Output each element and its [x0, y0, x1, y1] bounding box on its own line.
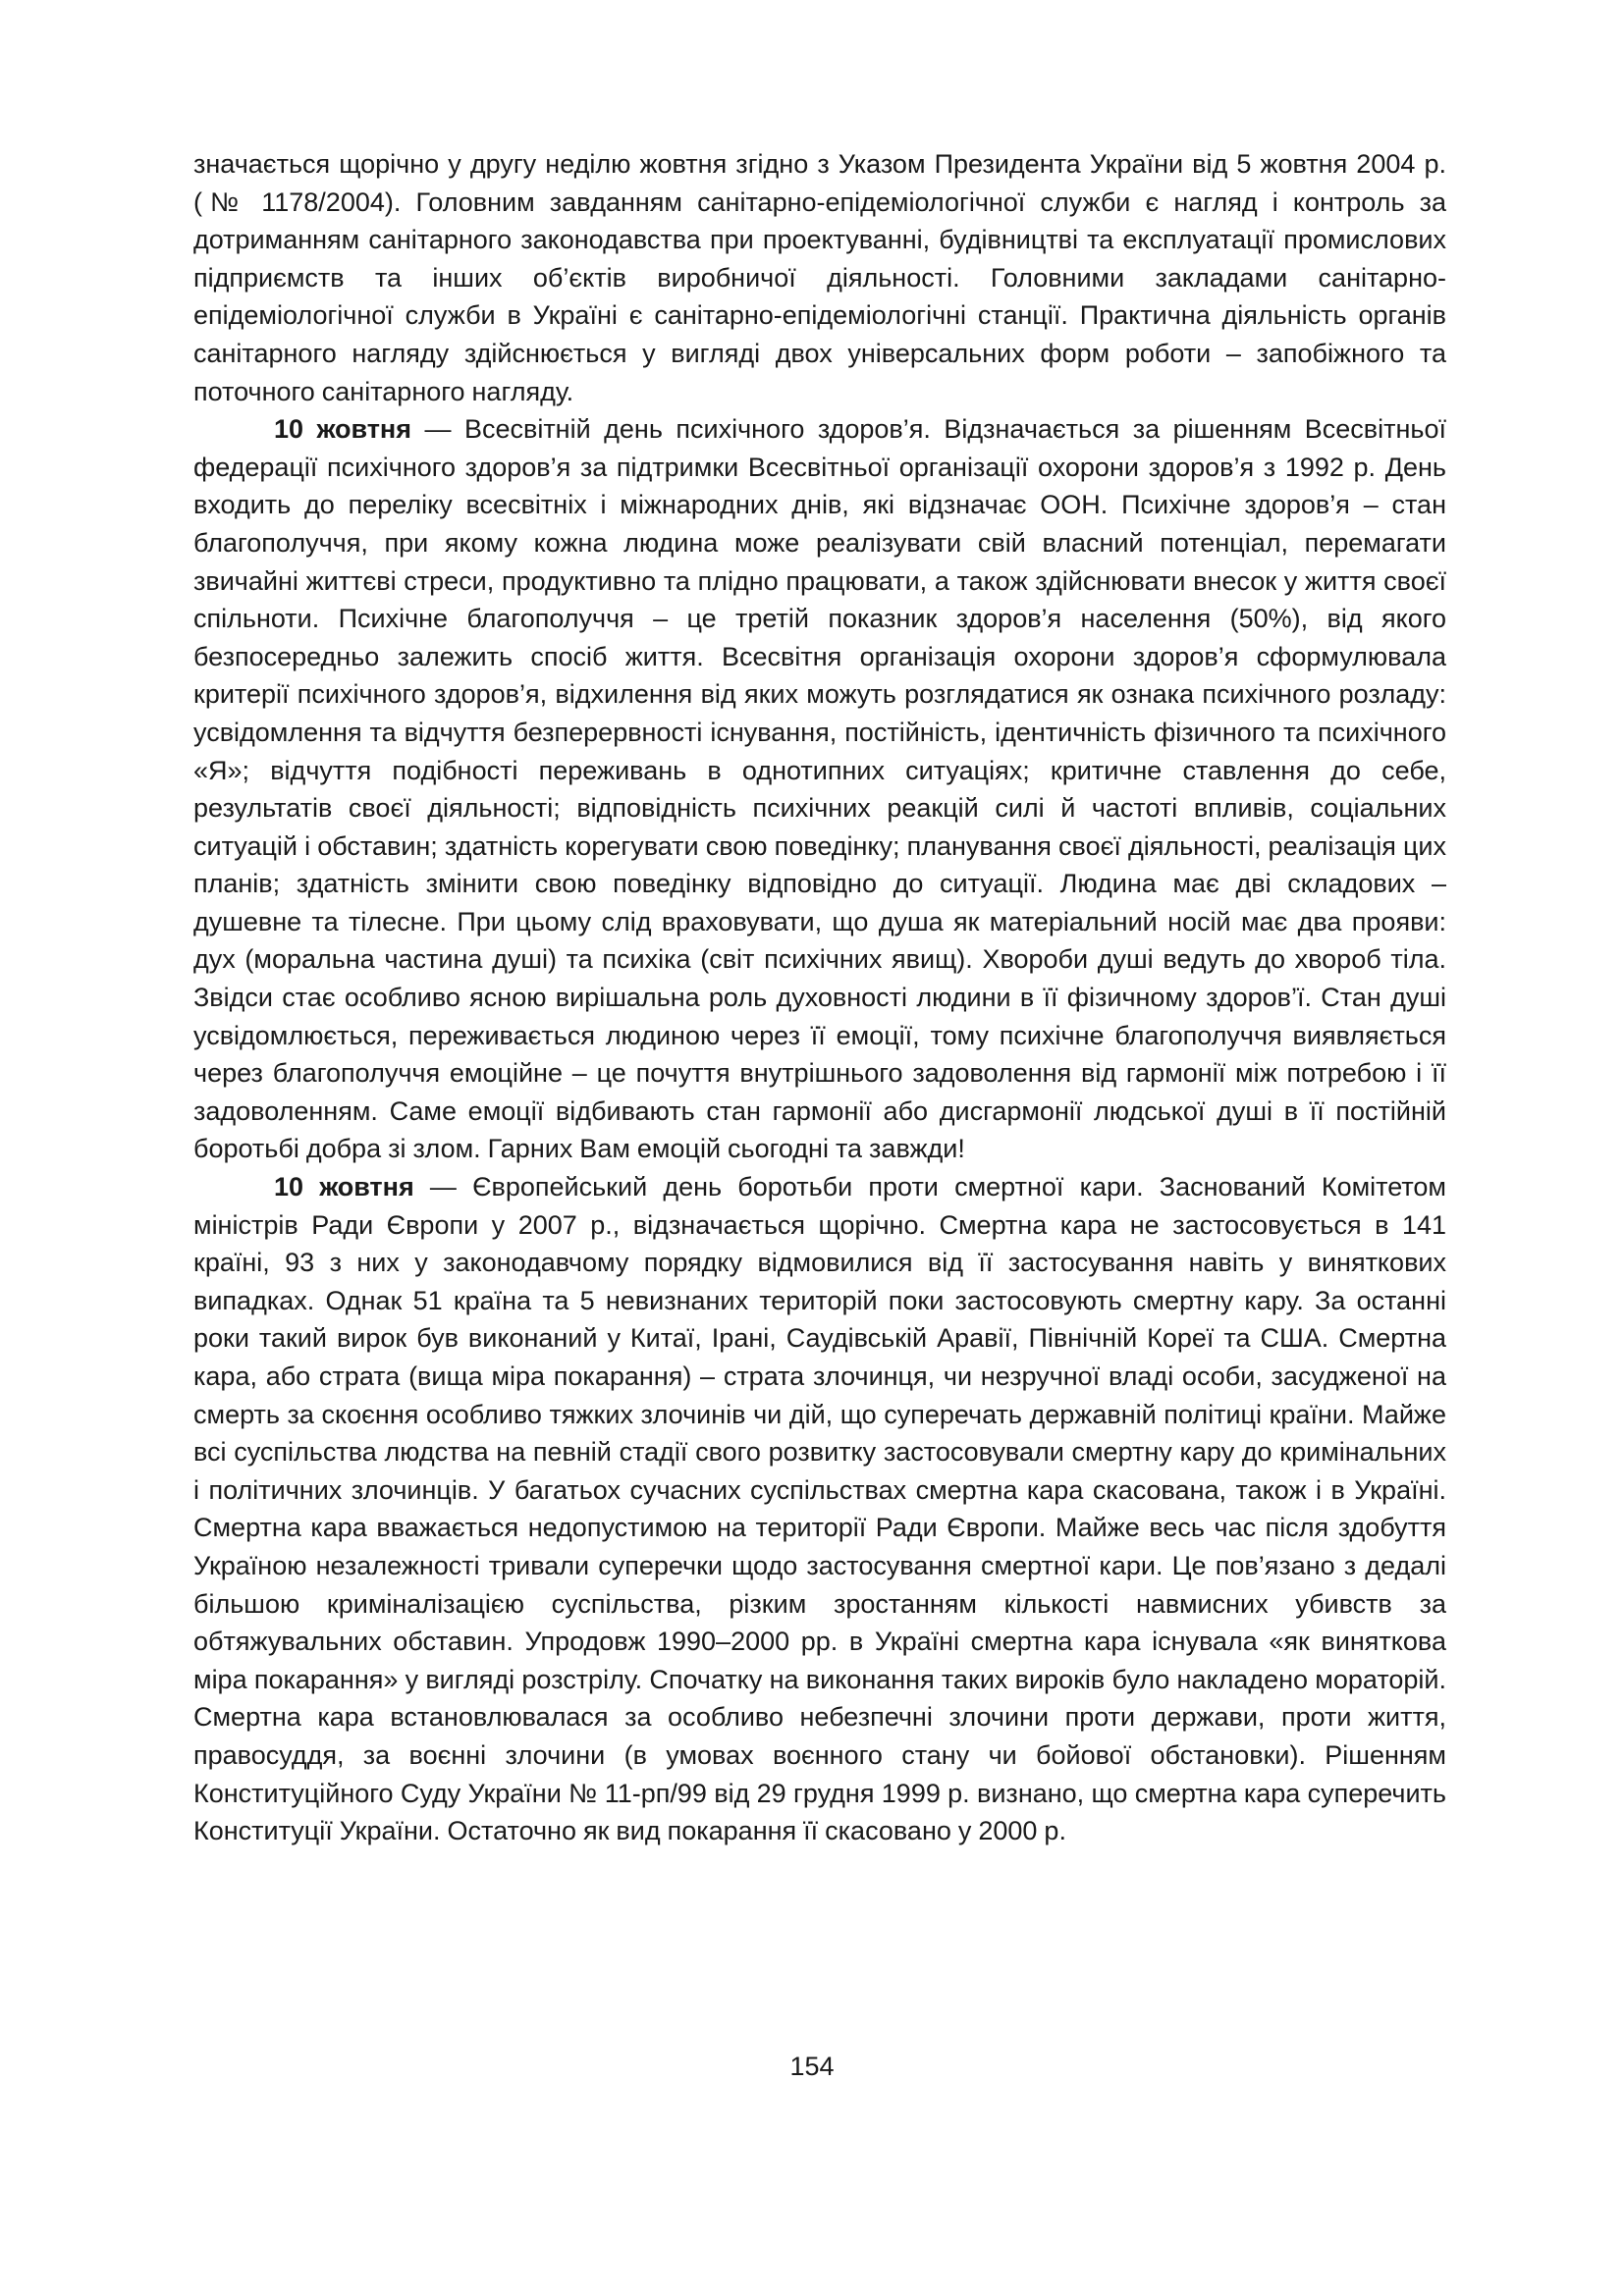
paragraph-mental-health-day — [193, 410, 1446, 1168]
page-number: 154 — [789, 2052, 835, 2081]
paragraph-death-penalty-day — [193, 1168, 1446, 1850]
paragraph-text: — Європейський день боротьби проти смертної кари. Заснований Комітетом міністрів Ради Європи у 2007 р., відзначається щорічно. Смертна кара не застосовується в 141 країні, 93 з них у законодавчому порядку відмовилися від її застосування навіть у виняткових випадках. Однак 51 країна та 5 невизнаних територій поки застосовують смертну кару. За останні роки такий вирок був виконаний у Китаї, Ірані, Саудівській Аравії, Північній Кореї та США. Смертна кара, або страта (вища міра покарання) – страта злочинця, чи незручної владі особи, засудженої на смерть за скоєння особливо тяжких злочинів чи дій, що суперечать державній політиці країни. Майже всі суспільства людства на певній стадії свого розвитку застосовували смертну кару до кримінальних і політичних злочинців. У багатьох сучасних суспільствах смертна кара скасована, також і в Україні. Смертна кара вважається недопустимою на території Ради Європи. Майже весь час після здобуття Україною незалежності тривали суперечки щодо застосування смертної кари. Це пов’язано з дедалі більшою криміналізацією суспільства, різким зростанням кількості навмисних убивств за обтяжувальних обставин. Упродовж 1990–2000 рр. в Україні смертна кара існувала «як виняткова міра покарання» у вигляді розстрілу. Спочатку на виконання таких вироків було накладено мораторій. Смертна кара встановлювалася за особливо небезпечні злочини проти держави, проти життя, правосуддя, за воєнні злочини (в умовах воєнного стану чи бойової обстановки). Рішенням Конституційного Суду України № 11-рп/99 від 29 грудня 1999 р. визнано, що смертна кара суперечить Конституції України. Остаточно як вид покарання її скасовано у 2000 р. — [193, 1172, 1446, 1846]
paragraph-text: — Всесвітній день психічного здоров’я. Відзначається за рішенням Всесвітньої федерації психічного здоров’я за підтримки Всесвітньої організації охорони здоров’я з 1992 р. День входить до переліку всесвітніх і міжнародних днів, які відзначає ООН. Психічне здоров’я – стан благополуччя, при якому кожна людина може реалізувати свій власний потенціал, перемагати звичайні життєві стреси, продуктивно та плідно працювати, а також здійснювати внесок у життя своєї спільноти. Психічне благополуччя – це третій показник здоров’я населення (50%), від якого безпосередньо залежить спосіб життя. Всесвітня організація охорони здоров’я сформулювала критерії психічного здоров’я, відхилення від яких можуть розглядатися як ознака психічного розладу: усвідомлення та відчуття безперервності існування, постійність, ідентичність фізичного та психічного «Я»; відчуття подібності переживань в однотипних ситуаціях; критичне ставлення до себе, результатів своєї діяльності; відповідність психічних реакцій силі й частоті впливів, соціальних ситуацій і обставин; здатність корегувати свою поведінку; планування своєї діяльності, реалізація цих планів; здатність змінити свою поведінку відповідно до ситуації. Людина має дві складових – душевне та тілесне. При цьому слід враховувати, що душа як матеріальний носій має два прояви: дух (моральна частина душі) та психіка (світ психічних явищ). Хвороби душі ведуть до хвороб тіла. Звідси стає особливо ясною вирішальна роль духовності людини в її фізичному здоров’ї. Стан душі усвідомлюється, переживається людиною через її емоції, тому психічне благополуччя виявляється через благополуччя емоційне – це почуття внутрішнього задоволення від гармонії між потребою і її задоволенням. Саме емоції відбивають стан гармонії або дисгармонії людської душі в її постійній боротьбі добра зі злом. Гарних Вам емоцій сьогодні та завжди! — [193, 414, 1446, 1164]
paragraph-text: значається щорічно у другу неділю жовтня згідно з Указом Президента України від 5 жовтня 2004 р. (№ 1178/2004). Головним завданням санітарно-епідеміологічної служби є нагляд і контроль за дотриманням санітарного законодавства при проектуванні, будівництві та експлуатації промислових підприємств та інших об’єктів виробничої діяльності. Головними закладами санітарно-епідеміологічної служби в Україні є санітарно-епідеміологічні станції. Практична діяльність органів санітарного нагляду здійснюється у вигляді двох універсальних форм роботи – запобіжного та поточного санітарного нагляду. — [193, 149, 1446, 406]
page-body — [193, 145, 1446, 1850]
date-heading: 10 жовтня — [274, 414, 411, 445]
paragraph-sanitary-service — [193, 145, 1446, 410]
date-heading: 10 жовтня — [274, 1172, 414, 1202]
